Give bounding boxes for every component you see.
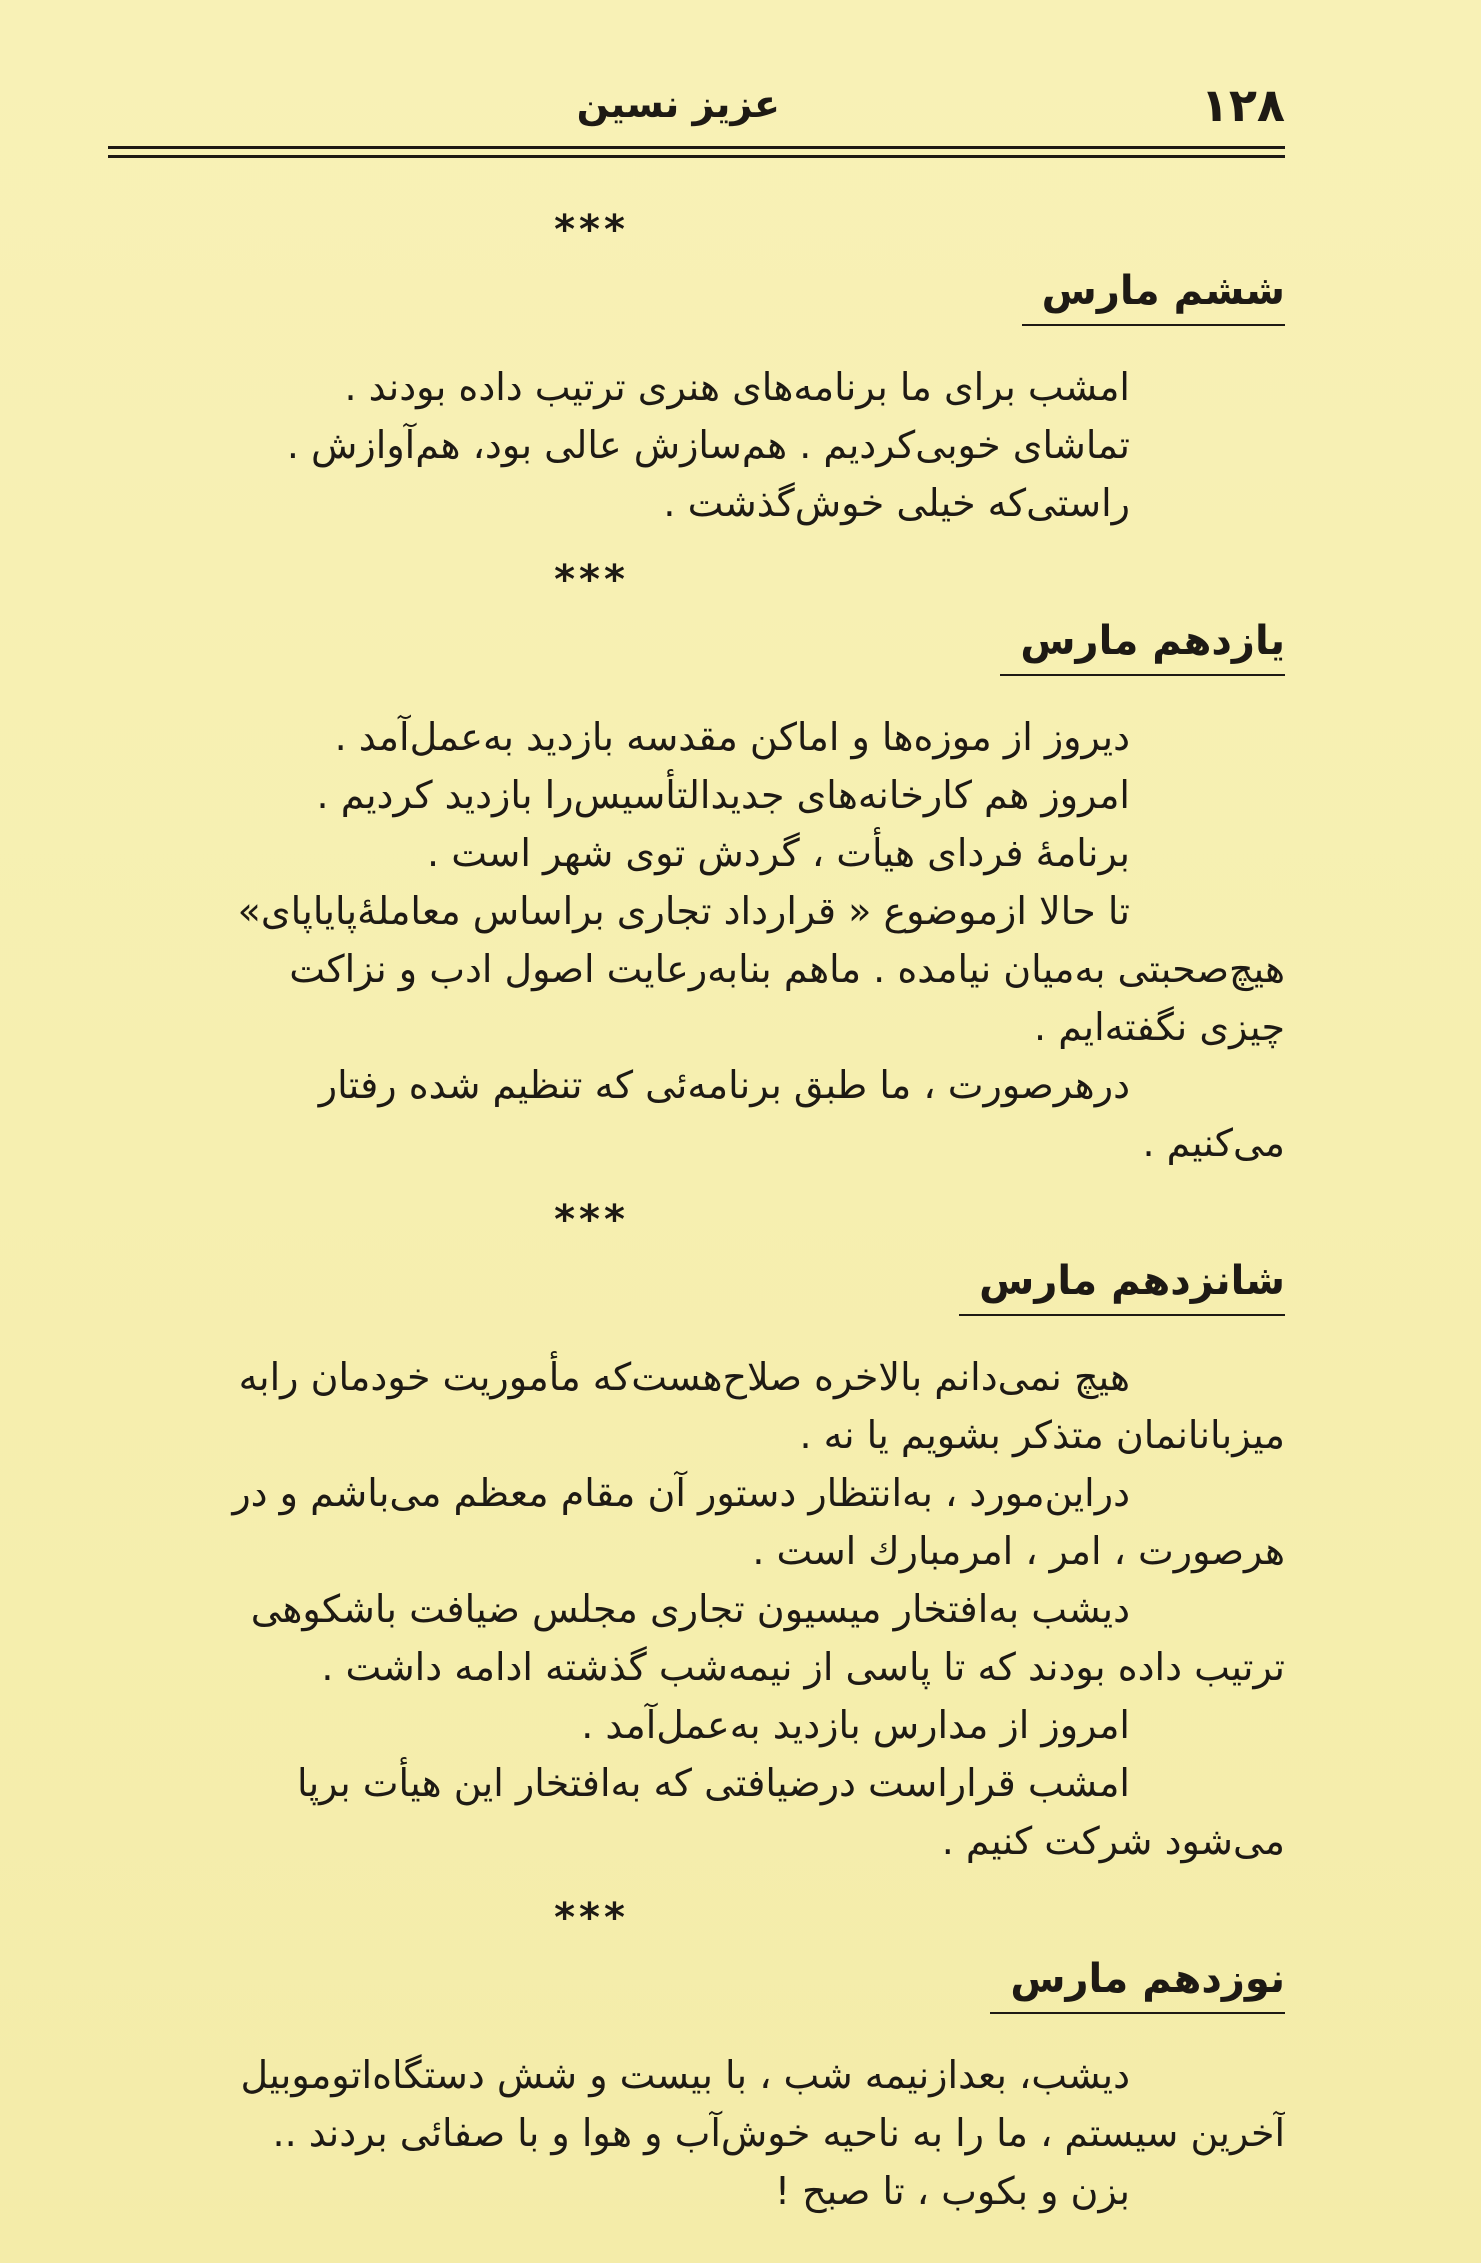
entry-heading: ششم مارس bbox=[1022, 268, 1285, 326]
section-separator: *** bbox=[554, 207, 629, 253]
entry-text bbox=[108, 1348, 1285, 1870]
text-line: هرصورت ، امر ، امرمبارك است . bbox=[752, 1529, 1285, 1573]
page-number: ۱۲۸ bbox=[1200, 78, 1285, 132]
text-line: دیروز از موزه‌ها و اماکن مقدسه بازدید به‌عمل‌آمد . bbox=[334, 715, 1130, 759]
text-line: تا حالا ازموضوع « قرارداد تجاری براساس معاملۀپایاپای» bbox=[237, 889, 1130, 933]
text-line: امشب برای ما برنامه‌های هنری ترتیب داده بودند . bbox=[344, 365, 1130, 409]
text-line: تماشای خوبی‌کردیم . هم‌سازش عالی بود، هم‌آوازش . bbox=[286, 423, 1130, 467]
text-line: هیچ نمی‌دانم بالاخره صلاح‌هست‌که مأموریت خودمان رابه bbox=[238, 1355, 1130, 1399]
section-separator: *** bbox=[554, 1197, 629, 1243]
text-line: دیشب به‌افتخار میسیون تجاری مجلس ضیافت باشکوهی bbox=[250, 1587, 1130, 1631]
text-line: امروز از مدارس بازدید به‌عمل‌آمد . bbox=[581, 1703, 1130, 1747]
entry-heading: شانزدهم مارس bbox=[959, 1258, 1285, 1316]
text-line: برنامۀ فردای هیأت ، گردش توی شهر است . bbox=[427, 831, 1130, 875]
text-line: هیچ‌صحبتی به‌میان نیامده . ماهم بنابه‌رعایت اصول ادب و نزاکت bbox=[289, 947, 1285, 991]
text-line: ترتیب داده بودند که تا پاسی از نیمه‌شب گذشته ادامه داشت . bbox=[321, 1645, 1285, 1689]
header-rule-top bbox=[108, 146, 1285, 149]
text-line: امروز هم کارخانه‌های جدیدالتأسیس‌را بازدید کردیم . bbox=[316, 773, 1130, 817]
text-line: آخرین سیستم ، ما را به ناحیه خوش‌آب و هوا و با صفائی بردند .. bbox=[272, 2111, 1285, 2155]
entry-heading: نوزدهم مارس bbox=[990, 1956, 1285, 2014]
section-separator: *** bbox=[554, 1895, 629, 1941]
section-separator: *** bbox=[554, 557, 629, 603]
text-line: می‌شود شرکت کنیم . bbox=[941, 1819, 1285, 1863]
entry-text bbox=[108, 708, 1285, 1172]
text-line: امشب قراراست درضیافتی که به‌افتخار این هیأت برپا bbox=[297, 1761, 1130, 1805]
entry-text bbox=[108, 2046, 1285, 2220]
entry-heading: یازدهم مارس bbox=[1000, 618, 1285, 676]
page-header bbox=[108, 78, 1285, 138]
text-line: درهرصورت ، ما طبق برنامه‌ئی که تنظیم شده رفتار bbox=[318, 1063, 1130, 1107]
header-rule-bottom bbox=[108, 155, 1285, 158]
text-line: چیزی نگفته‌ایم . bbox=[1034, 1005, 1285, 1049]
running-title: عزیز نسین bbox=[576, 82, 780, 126]
text-line: دیشب، بعدازنیمه شب ، با بیست و شش دستگاه‌اتوموبیل bbox=[240, 2053, 1130, 2097]
text-line: میزبانانمان متذکر بشویم یا نه . bbox=[799, 1413, 1285, 1457]
text-line: می‌کنیم . bbox=[1142, 1121, 1285, 1165]
text-line: بزن و بکوب ، تا صبح ! bbox=[774, 2169, 1130, 2213]
entry-text bbox=[108, 358, 1285, 532]
text-line: دراین‌مورد ، به‌انتظار دستور آن مقام معظم می‌باشم و در bbox=[232, 1471, 1130, 1515]
text-line: راستی‌که خیلی خوش‌گذشت . bbox=[663, 481, 1130, 525]
diary-body bbox=[108, 200, 1285, 2238]
